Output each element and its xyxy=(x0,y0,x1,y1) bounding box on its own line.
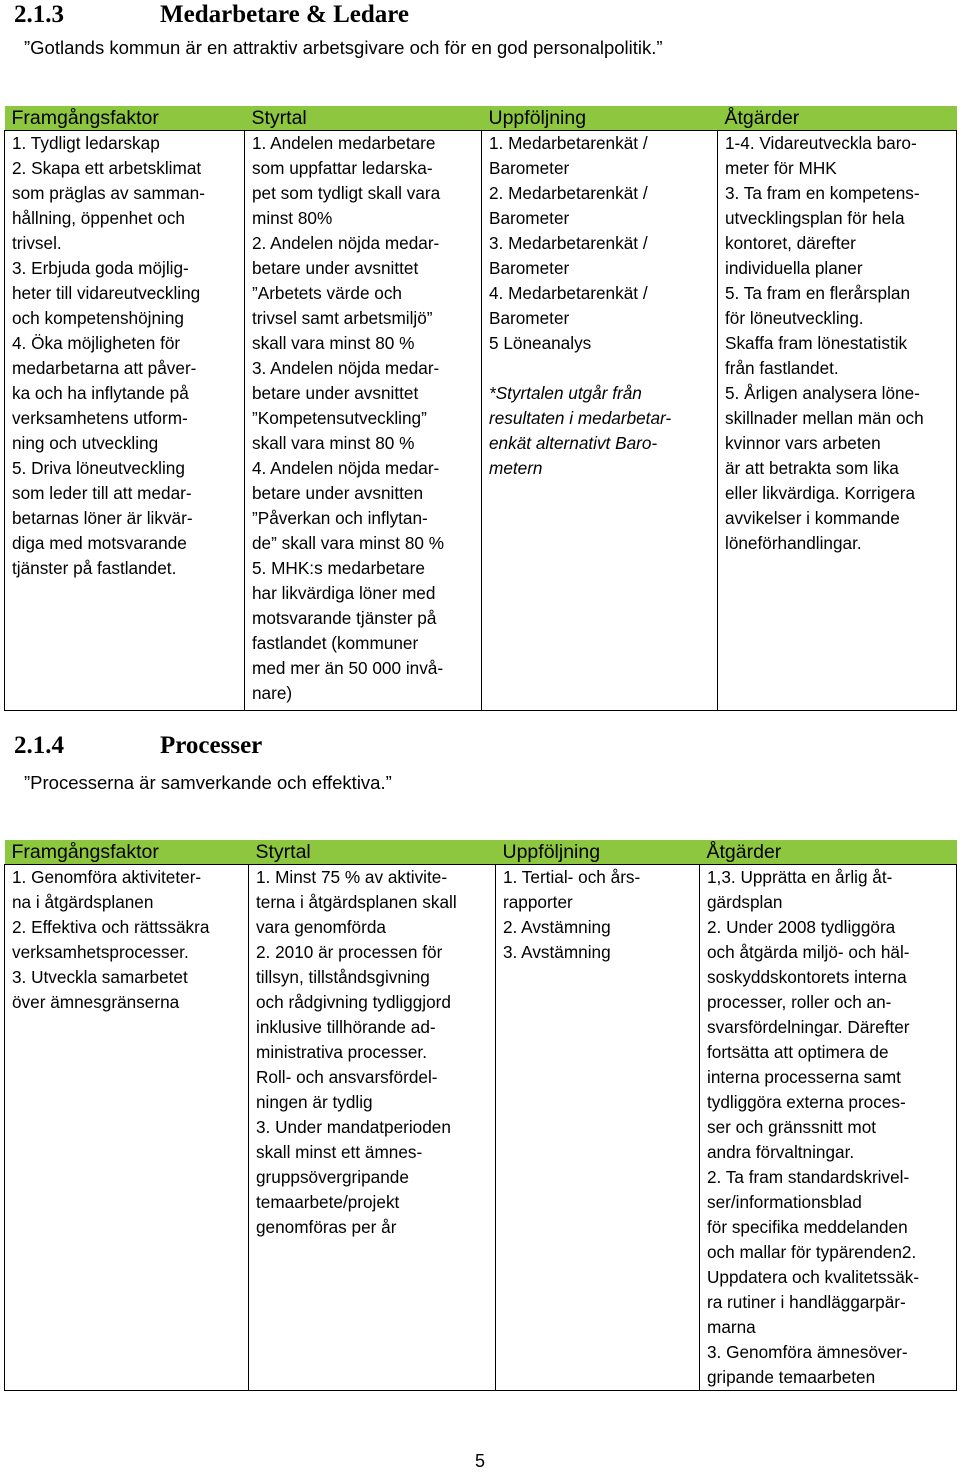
cell-framgangsfaktor: 1. Tydligt ledarskap 2. Skapa ett arbetsklimat som präglas av samman- hållning, öppenhet och trivsel. 3. Erbjuda goda möjlig- heter till vidareutveckling och kompetenshöjning 4. Öka möjligheten för medarbetarna att påver- ka och ha inflytande på verksamhetens utform- ning och utveckling 5. Driva löneutveckling som leder till att medar- betarnas löner är likvär- diga med motsvarande tjänster på fastlandet. xyxy=(5,131,245,711)
header-styrtal: Styrtal xyxy=(245,106,482,131)
medarbetare-table xyxy=(4,106,957,711)
section-heading-processer xyxy=(14,731,262,761)
table-header-row xyxy=(5,840,957,865)
header-styrtal: Styrtal xyxy=(249,840,496,865)
cell-framgangsfaktor: 1. Genomföra aktiviteter- na i åtgärdsplanen 2. Effektiva och rättssäkra verksamhetsprocesser. 3. Utveckla samarbetet över ämnesgränserna xyxy=(5,865,249,1391)
section-number: 2.1.3 xyxy=(14,1,64,28)
header-framgangsfaktor: Framgångsfaktor xyxy=(5,840,249,865)
page-number: 5 xyxy=(474,1451,485,1471)
table-header-row xyxy=(5,106,957,131)
header-uppfoljning: Uppföljning xyxy=(482,106,718,131)
cell-atgarder: 1,3. Upprätta en årlig åt- gärdsplan 2. Under 2008 tydliggöra och åtgärda miljö- och häl- soskyddskontorets interna processer, roller och an- svarsfördelningar. Därefter fortsätta att optimera de interna processerna samt tydliggöra externa proces- ser och gränssnitt mot andra förvaltningar. 2. Ta fram standardskrivel- ser/informationsblad för specifika meddelanden och mallar för typärenden2. Uppdatera och kvalitetssäk- ra rutiner i handläggarpär- marna 3. Genomföra ämnesöver- gripande temaarbeten xyxy=(700,865,957,1391)
section-number: 2.1.4 xyxy=(14,732,64,759)
uppfoljning-list: 1. Medarbetarenkät / Barometer 2. Medarbetarenkät / Barometer 3. Medarbetarenkät / Barometer 4. Medarbetarenkät / Barometer 5 Löneanalys xyxy=(489,133,648,353)
header-framgangsfaktor: Framgångsfaktor xyxy=(5,106,245,131)
section-heading-medarbetare xyxy=(14,0,409,30)
header-atgarder: Åtgärder xyxy=(718,106,957,131)
cell-atgarder: 1-4. Vidareutveckla baro- meter för MHK 3. Ta fram en kompetens- utvecklingsplan för hela kontoret, därefter individuella planer 5. Ta fram en flerårsplan för löneutveckling. Skaffa fram lönestatistik från fastlandet. 5. Årligen analysera löne- skillnader mellan män och kvinnor vars arbeten är att betrakta som lika eller likvärdiga. Korrigera avvikelser i kommande löneförhandlingar. xyxy=(718,131,957,711)
cell-uppfoljning xyxy=(482,131,718,711)
table-row xyxy=(5,865,957,1391)
header-uppfoljning: Uppföljning xyxy=(496,840,700,865)
section-goal: ”Processerna är samverkande och effektiva.” xyxy=(24,772,392,793)
cell-styrtal: 1. Minst 75 % av aktivite- terna i åtgärdsplanen skall vara genomförda 2. 2010 är processen för tillsyn, tillståndsgivning och rådgivning tydliggjord inklusive tillhörande ad- ministrativa processer. Roll- och ansvarsfördel- ningen är tydlig 3. Under mandatperioden skall minst ett ämnes- gruppsövergripande temaarbete/projekt genomföras per år xyxy=(249,865,496,1391)
header-atgarder: Åtgärder xyxy=(700,840,957,865)
cell-uppfoljning: 1. Tertial- och års- rapporter 2. Avstämning 3. Avstämning xyxy=(496,865,700,1391)
processer-table xyxy=(4,840,957,1391)
cell-styrtal: 1. Andelen medarbetare som uppfattar ledarska- pet som tydligt skall vara minst 80% 2. Andelen nöjda medar- betare under avsnittet ”Arbetets värde och trivsel samt arbetsmiljö” skall vara minst 80 % 3. Andelen nöjda medar- betare under avsnittet ”Kompetensutveckling” skall vara minst 80 % 4. Andelen nöjda medar- betare under avsnitten ”Påverkan och inflytan- de” skall vara minst 80 % 5. MHK:s medarbetare har likvärdiga löner med motsvarande tjänster på fastlandet (kommuner med mer än 50 000 invå- nare) xyxy=(245,131,482,711)
section-title: Medarbetare & Ledare xyxy=(160,1,409,28)
section-title: Processer xyxy=(160,732,263,759)
uppfoljning-note: *Styrtalen utgår från resultaten i medarbetar- enkät alternativt Baro- metern xyxy=(489,383,672,478)
table-row xyxy=(5,131,957,711)
section-goal: ”Gotlands kommun är en attraktiv arbetsgivare och för en god personalpolitik.” xyxy=(24,37,663,58)
